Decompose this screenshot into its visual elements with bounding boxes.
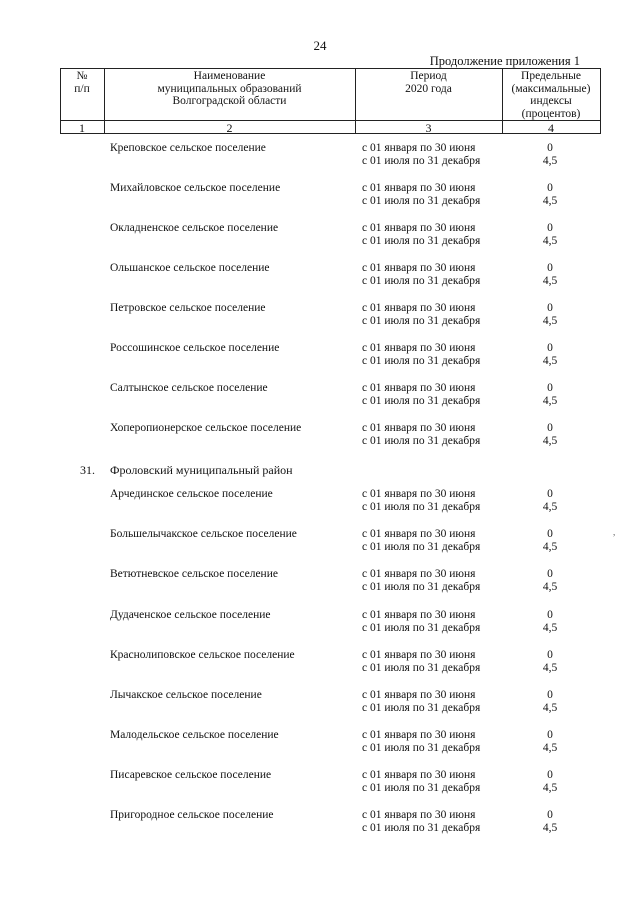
settlement-name: Креповское сельское поселение	[110, 142, 266, 154]
index-second-half: 4,5	[542, 395, 558, 407]
period-first-half: с 01 января по 30 июня	[362, 222, 476, 234]
period-first-half: с 01 января по 30 июня	[362, 342, 476, 354]
settlement-name: Пригородное сельское поселение	[110, 809, 274, 821]
table-row	[0, 729, 640, 759]
header-col-number: № п/п	[74, 70, 90, 95]
settlement-name: Малодельское сельское поселение	[110, 729, 279, 741]
period-second-half: с 01 июля по 31 декабря	[362, 195, 481, 207]
index-first-half: 0	[547, 689, 553, 701]
table-row	[0, 568, 640, 598]
index-second-half: 4,5	[542, 195, 558, 207]
continuation-label: Продолжение приложения 1	[429, 54, 580, 68]
index-first-half: 0	[547, 729, 553, 741]
period-first-half: с 01 января по 30 июня	[362, 422, 476, 434]
period-first-half: с 01 января по 30 июня	[362, 528, 476, 540]
period-second-half: с 01 июля по 31 декабря	[362, 742, 481, 754]
table-row	[0, 609, 640, 639]
period-first-half: с 01 января по 30 июня	[362, 302, 476, 314]
district-number: 31.	[80, 463, 95, 477]
index-second-half: 4,5	[542, 622, 558, 634]
table-row	[0, 182, 640, 212]
header-top-border	[60, 68, 600, 69]
index-second-half: 4,5	[542, 702, 558, 714]
settlement-name: Хоперопионерское сельское поселение	[110, 422, 302, 434]
index-second-half: 4,5	[542, 435, 558, 447]
table-row	[0, 222, 640, 252]
table-row	[0, 382, 640, 412]
index-first-half: 0	[547, 182, 553, 194]
index-first-half: 0	[547, 142, 553, 154]
index-first-half: 0	[547, 262, 553, 274]
period-second-half: с 01 июля по 31 декабря	[362, 435, 481, 447]
header-col-index: Предельные (максимальные) индексы (процентов)	[511, 70, 591, 120]
table-row	[0, 649, 640, 679]
header-col-name: Наименование муниципальных образований Волгоградской области	[157, 70, 302, 107]
settlement-name: Арчединское сельское поселение	[110, 488, 273, 500]
settlement-name: Краснолиповское сельское поселение	[110, 649, 295, 661]
column-number: 2	[226, 121, 233, 135]
period-second-half: с 01 июля по 31 декабря	[362, 581, 481, 593]
index-second-half: 4,5	[542, 355, 558, 367]
period-second-half: с 01 июля по 31 декабря	[362, 275, 481, 287]
column-number: 3	[425, 121, 432, 135]
scan-speck: ,	[613, 527, 616, 537]
settlement-name: Большелычакское сельское поселение	[110, 528, 297, 540]
table-row	[0, 142, 640, 172]
index-first-half: 0	[547, 528, 553, 540]
settlement-name: Дудаченское сельское поселение	[110, 609, 271, 621]
index-second-half: 4,5	[542, 275, 558, 287]
index-second-half: 4,5	[542, 315, 558, 327]
settlement-name: Ольшанское сельское поселение	[110, 262, 270, 274]
header-col-period: Период 2020 года	[405, 70, 452, 95]
period-second-half: с 01 июля по 31 декабря	[362, 622, 481, 634]
index-first-half: 0	[547, 382, 553, 394]
index-second-half: 4,5	[542, 235, 558, 247]
period-first-half: с 01 января по 30 июня	[362, 769, 476, 781]
column-number: 1	[79, 121, 85, 135]
period-first-half: с 01 января по 30 июня	[362, 649, 476, 661]
settlement-name: Лычакское сельское поселение	[110, 689, 262, 701]
settlement-name: Россошинское сельское поселение	[110, 342, 280, 354]
period-second-half: с 01 июля по 31 декабря	[362, 662, 481, 674]
period-first-half: с 01 января по 30 июня	[362, 488, 476, 500]
table-row	[0, 809, 640, 839]
table-row	[0, 769, 640, 799]
period-first-half: с 01 января по 30 июня	[362, 689, 476, 701]
period-second-half: с 01 июля по 31 декабря	[362, 235, 481, 247]
period-first-half: с 01 января по 30 июня	[362, 609, 476, 621]
page-number: 24	[313, 38, 327, 53]
settlement-name: Салтынское сельское поселение	[110, 382, 268, 394]
settlement-name: Михайловское сельское поселение	[110, 182, 281, 194]
table-row	[0, 262, 640, 292]
period-second-half: с 01 июля по 31 декабря	[362, 822, 481, 834]
index-first-half: 0	[547, 422, 553, 434]
settlement-name: Окладненское сельское поселение	[110, 222, 279, 234]
period-first-half: с 01 января по 30 июня	[362, 262, 476, 274]
settlement-name: Ветютневское сельское поселение	[110, 568, 278, 580]
column-number: 4	[548, 121, 554, 135]
index-first-half: 0	[547, 769, 553, 781]
period-second-half: с 01 июля по 31 декабря	[362, 541, 481, 553]
index-first-half: 0	[547, 809, 553, 821]
table-row	[0, 342, 640, 372]
table-row	[0, 488, 640, 518]
period-second-half: с 01 июля по 31 декабря	[362, 355, 481, 367]
table-row	[0, 302, 640, 332]
period-second-half: с 01 июля по 31 декабря	[362, 155, 481, 167]
table-row	[0, 689, 640, 719]
index-first-half: 0	[547, 222, 553, 234]
period-first-half: с 01 января по 30 июня	[362, 142, 476, 154]
period-first-half: с 01 января по 30 июня	[362, 809, 476, 821]
index-first-half: 0	[547, 342, 553, 354]
index-second-half: 4,5	[542, 155, 558, 167]
index-second-half: 4,5	[542, 541, 558, 553]
period-first-half: с 01 января по 30 июня	[362, 568, 476, 580]
table-row	[0, 528, 640, 558]
index-first-half: 0	[547, 302, 553, 314]
index-second-half: 4,5	[542, 782, 558, 794]
period-first-half: с 01 января по 30 июня	[362, 382, 476, 394]
index-first-half: 0	[547, 649, 553, 661]
header-divider	[600, 68, 601, 134]
period-first-half: с 01 января по 30 июня	[362, 182, 476, 194]
period-second-half: с 01 июля по 31 декабря	[362, 702, 481, 714]
index-first-half: 0	[547, 568, 553, 580]
index-first-half: 0	[547, 488, 553, 500]
index-first-half: 0	[547, 609, 553, 621]
period-second-half: с 01 июля по 31 декабря	[362, 782, 481, 794]
district-name: Фроловский муниципальный район	[110, 463, 293, 477]
index-second-half: 4,5	[542, 662, 558, 674]
index-second-half: 4,5	[542, 581, 558, 593]
period-second-half: с 01 июля по 31 декабря	[362, 315, 481, 327]
index-second-half: 4,5	[542, 742, 558, 754]
index-second-half: 4,5	[542, 501, 558, 513]
table-row	[0, 422, 640, 452]
settlement-name: Петровское сельское поселение	[110, 302, 266, 314]
index-second-half: 4,5	[542, 822, 558, 834]
period-second-half: с 01 июля по 31 декабря	[362, 501, 481, 513]
settlement-name: Писаревское сельское поселение	[110, 769, 272, 781]
period-first-half: с 01 января по 30 июня	[362, 729, 476, 741]
period-second-half: с 01 июля по 31 декабря	[362, 395, 481, 407]
